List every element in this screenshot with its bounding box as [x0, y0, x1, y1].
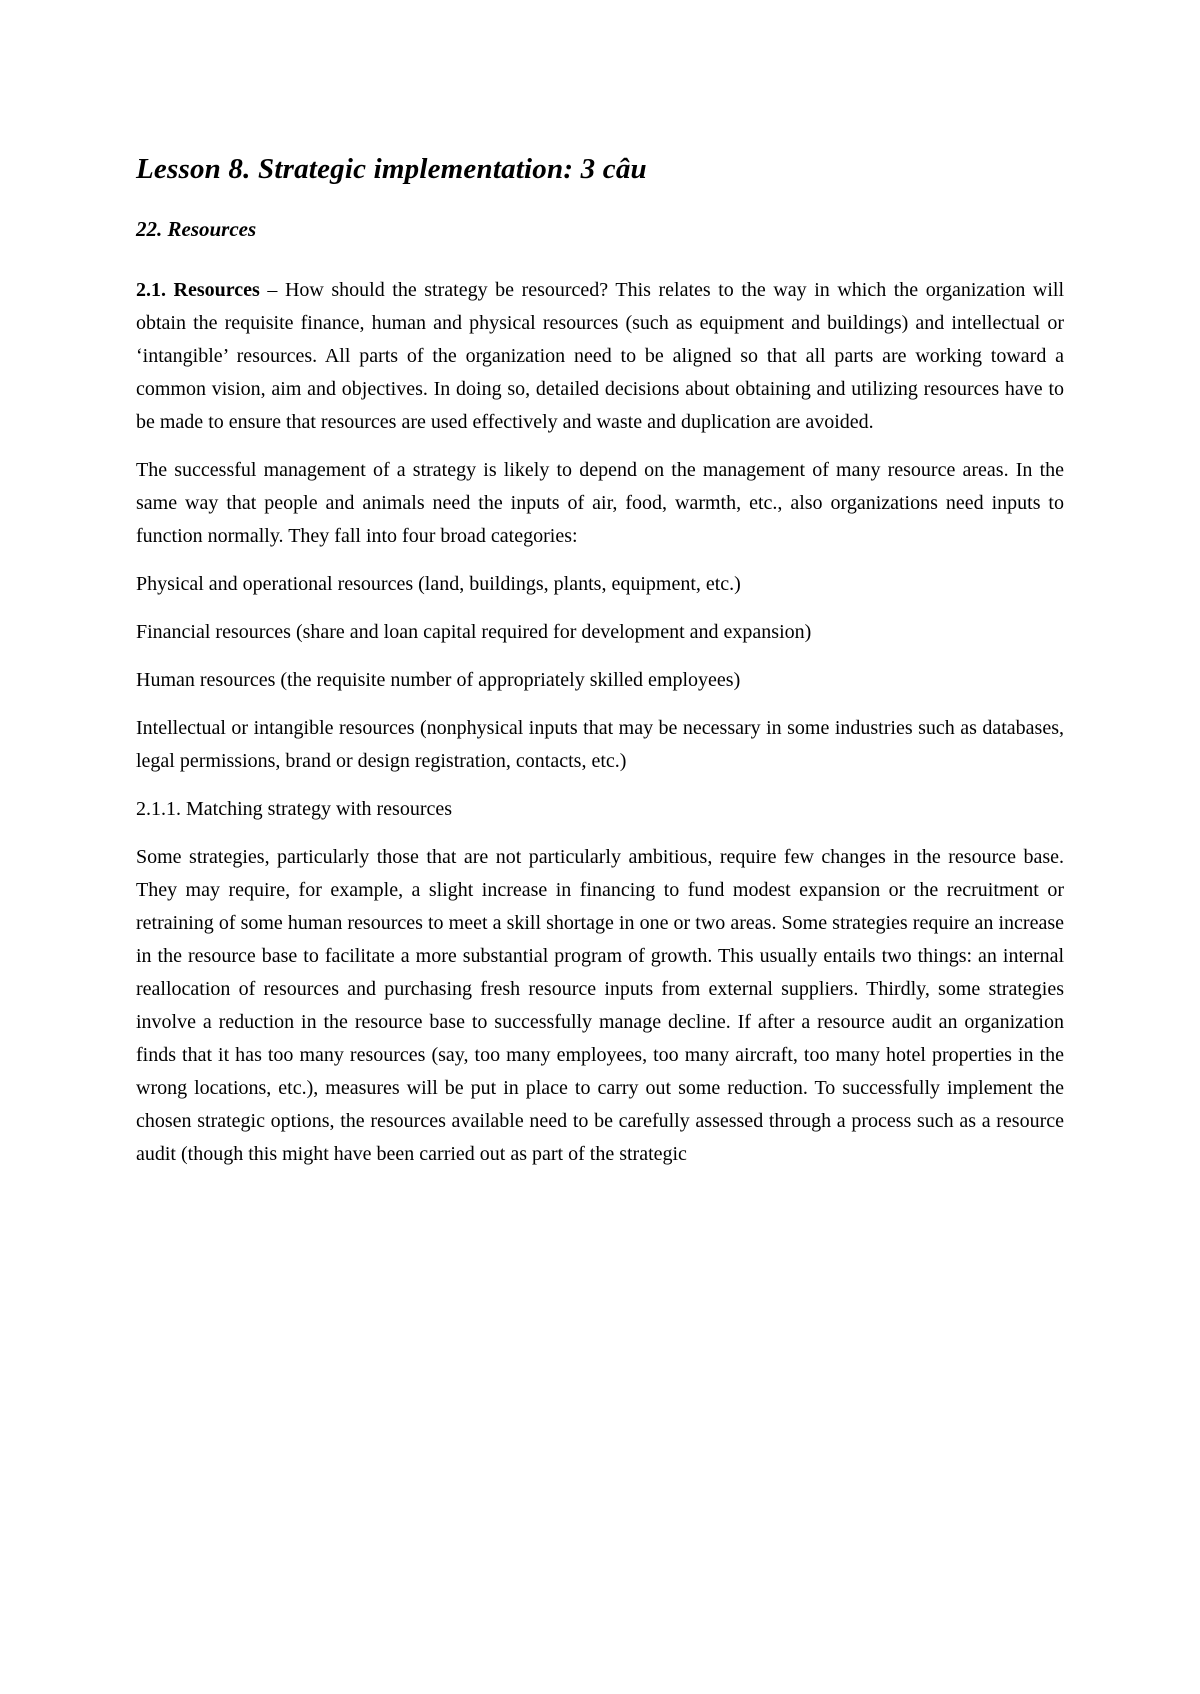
- paragraph-human-resources: Human resources (the requisite number of appropriately skilled employees): [136, 668, 741, 691]
- paragraph-matching-heading: 2.1.1. Matching strategy with resources: [136, 797, 453, 820]
- document-title: Lesson 8. Strategic implementation: 3 câu: [136, 153, 647, 185]
- paragraph-strategies: Some strategies, particularly those that are not particularly ambitious, require few changes in the resource base. They may require, for example, a slight increase in financing to fund modest expansion or the recruitment or retraining of some human resources to meet a skill shortage in one or two areas. Some strategies require an increase in the resource base to facilitate a more substantial program of growth. This usually entails two things: an internal reallocation of resources and purchasing fresh resource inputs from external suppliers. Thirdly, some strategies involve a reduction in the resource base to successfully manage decline. If after a resource audit an organization finds that it has too many resources (say, too many employees, too many aircraft, too many hotel properties in the wrong locations, etc.), measures will be put in place to carry out some reduction. To successfully implement the chosen strategic options, the resources available need to be carefully assessed through a process such as a resource audit (though this might have been carried out as part of the strategic: [136, 845, 1064, 1165]
- section-heading: 22. Resources: [136, 216, 257, 241]
- paragraph-physical-resources: Physical and operational resources (land, buildings, plants, equipment, etc.): [136, 572, 741, 595]
- paragraph-resources-rest: – How should the strategy be resourced? This relates to the way in which the organization will obtain the requisite finance, human and physical resources (such as equipment and buildings) and intellectual or ‘intangible’ resources. All parts of the organization need to be aligned so that all parts are working toward a common vision, aim and objectives. In doing so, detailed decisions about obtaining and utilizing resources have to be made to ensure that resources are used effectively and waste and duplication are avoided.: [136, 278, 1065, 433]
- paragraph-management: The successful management of a strategy is likely to depend on the management of many resource areas. In the same way that people and animals need the inputs of air, food, warmth, etc., also organizations need inputs to function normally. They fall into four broad categories:: [136, 458, 1064, 547]
- paragraph-resources-intro: [136, 274, 1064, 439]
- paragraph-resources-lead: 2.1. Resources: [136, 278, 260, 301]
- paragraph-intellectual-resources: Intellectual or intangible resources (nonphysical inputs that may be necessary in some industries such as databases, legal permissions, brand or design registration, contacts, etc.): [136, 716, 1064, 772]
- paragraph-financial-resources: Financial resources (share and loan capital required for development and expansion): [136, 620, 812, 643]
